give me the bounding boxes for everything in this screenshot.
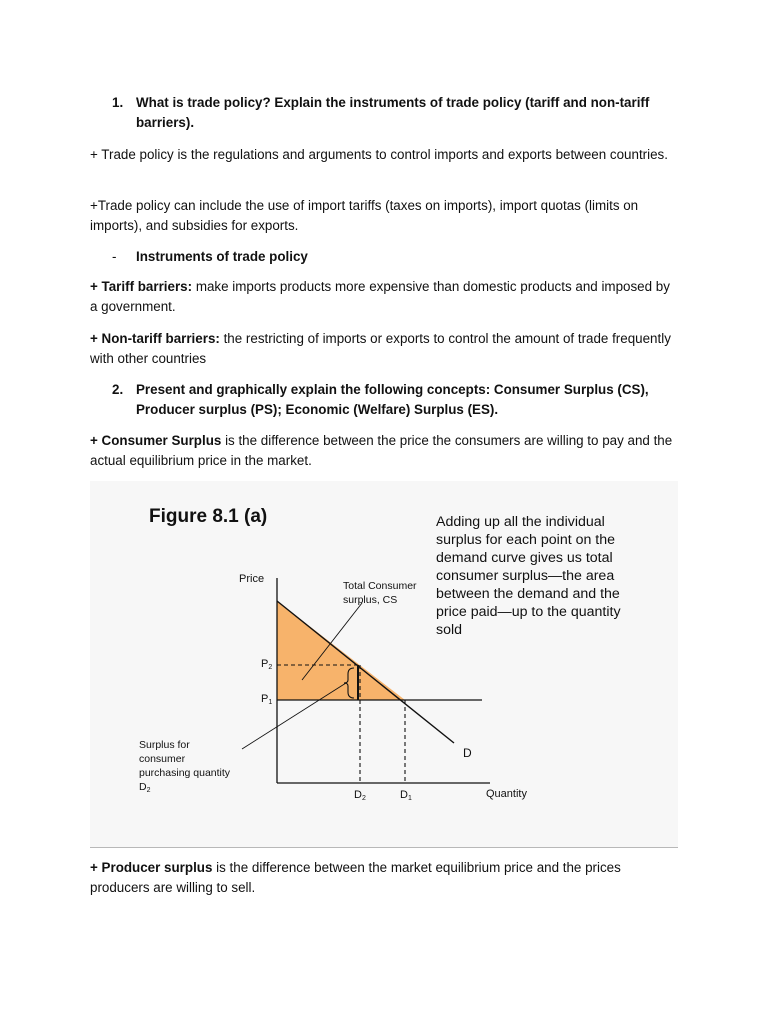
question-1-text: What is trade policy? Explain the instruments of trade policy (tariff and non-tariff barriers).	[136, 95, 650, 130]
non-tariff-text: the restricting of imports or exports to control the amount of trade frequently with other countries	[90, 331, 671, 366]
d1-letter: D	[400, 789, 408, 801]
non-tariff-prefix: +	[90, 331, 102, 346]
ps-term: Producer surplus	[101, 860, 213, 875]
question-2-text: Present and graphically explain the following concepts: Consumer Surplus (CS), Producer surplus (PS); Economic (Welfare) Surplus (ES).	[136, 382, 649, 417]
demand-label: D	[463, 746, 472, 760]
d2-label	[354, 789, 366, 802]
instruments-dash: -	[112, 249, 117, 264]
p2-subscript: 2	[268, 664, 273, 671]
tariff-term: Tariff barriers:	[101, 279, 193, 294]
consumer-surplus-paragraph	[90, 431, 680, 471]
cs-prefix: +	[90, 433, 102, 448]
instruments-label: Instruments of trade policy	[136, 249, 308, 264]
non-tariff-term: Non-tariff barriers:	[101, 331, 220, 346]
producer-surplus-paragraph	[90, 858, 680, 898]
d1-label	[400, 789, 412, 802]
tariff-barriers-paragraph	[90, 277, 680, 317]
d2-letter: D	[354, 789, 362, 801]
d1-subscript: 1	[407, 795, 412, 802]
surplus-note-subscript: 2	[146, 787, 151, 794]
trade-policy-tools: +Trade policy can include the use of import tariffs (taxes on imports), import quotas (limits on imports), and subsidies for exports.	[90, 198, 639, 233]
consumer-surplus-figure	[90, 481, 678, 848]
p2-letter: P	[261, 658, 269, 670]
tariff-prefix: +	[90, 279, 102, 294]
d2-subscript: 2	[361, 795, 366, 802]
cs-term: Consumer Surplus	[101, 433, 222, 448]
p2-label	[261, 658, 272, 671]
total-cs-line-2: surplus, CS	[343, 594, 398, 606]
question-1	[112, 93, 680, 133]
surplus-note-line-2: consumer	[139, 753, 186, 765]
question-1-number: 1.	[112, 95, 124, 110]
instruments-heading	[112, 247, 308, 267]
tariff-text: make imports products more expensive than domestic products and imposed by a government.	[90, 279, 670, 314]
figure-caption: Adding up all the individual surplus for each point on the demand curve gives us total consumer surplus—the area between the demand and the price paid—up to the quantity sold	[436, 514, 621, 638]
trade-policy-definition: + Trade policy is the regulations and arguments to control imports and exports between countries.	[90, 147, 668, 162]
ps-prefix: +	[90, 860, 102, 875]
cs-text: is the difference between the price the consumers are willing to pay and the actual equilibrium price in the market.	[90, 433, 673, 468]
figure-title: Figure 8.1 (a)	[149, 506, 268, 527]
quantity-axis-label: Quantity	[486, 788, 527, 800]
p1-label	[261, 693, 272, 706]
surplus-note-line-1: Surplus for	[139, 739, 190, 751]
total-cs-line-1: Total Consumer	[343, 580, 417, 592]
question-2-number: 2.	[112, 382, 124, 397]
p1-letter: P	[261, 693, 269, 705]
ps-text: is the difference between the market equilibrium price and the prices producers are willing to sell.	[90, 860, 621, 895]
surplus-note-line-4	[139, 781, 151, 794]
price-axis-label: Price	[239, 573, 265, 585]
surplus-note-d: D	[139, 781, 147, 793]
surplus-note-line-3: purchasing quantity	[139, 767, 231, 779]
question-2	[112, 380, 680, 420]
p1-subscript: 1	[268, 699, 273, 706]
non-tariff-barriers-paragraph	[90, 329, 680, 369]
